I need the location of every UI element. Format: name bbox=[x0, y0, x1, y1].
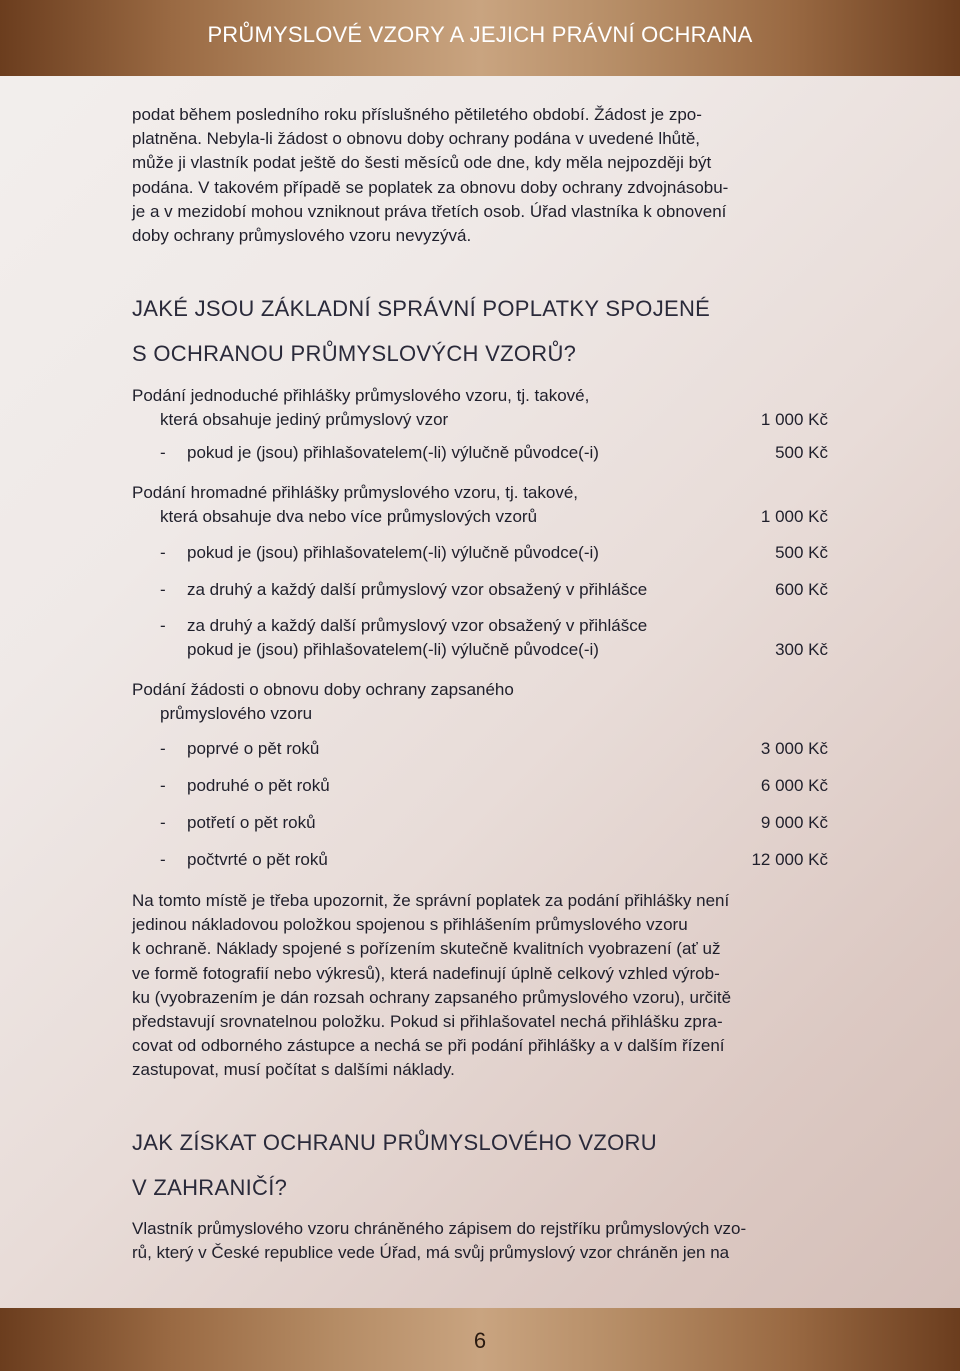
header-bar bbox=[0, 0, 960, 76]
section-heading-fees: JAKÉ JSOU ZÁKLADNÍ SPRÁVNÍ POPLATKY SPOJENÉ S OCHRANOU PRŮMYSLOVÝCH VZORŮ? bbox=[132, 296, 711, 366]
text-line: k ochraně. Náklady spojené s pořízením skutečně kvalitních vyobrazení (ať už bbox=[132, 939, 721, 959]
text-line: představují srovnatelnou položku. Pokud si přihlašovatel nechá přihlášku zpra- bbox=[132, 1012, 723, 1032]
text-line: Vlastník průmyslového vzoru chráněného zápisem do rejstříku průmyslových vzo- bbox=[132, 1219, 747, 1238]
fee-row: - za druhý a každý další průmyslový vzor obsažený v přihlášce pokud je (jsou) přihlašovatelem(-li) výlučně původce(-i) 300 Kč bbox=[132, 614, 828, 662]
text-line: ve formě fotografií nebo výkresů), která nadefinují úplně celkový vzhled výrob- bbox=[132, 963, 720, 983]
text-line: doby ochrany průmyslového vzoru nevyzývá. bbox=[132, 226, 472, 246]
text-line: může ji vlastník podat ještě do šesti měsíců ode dne, kdy měla nejpozději být bbox=[132, 153, 712, 173]
fee-row: - podruhé o pět roků 6 000 Kč bbox=[132, 774, 828, 798]
text-line: je a v mezidobí mohou vzniknout práva třetích osob. Úřad vlastníka k obnovení bbox=[132, 201, 727, 221]
fee-amount: 3 000 Kč bbox=[760, 739, 828, 758]
fee-amount: 300 Kč bbox=[775, 640, 828, 659]
fee-row: - potřetí o pět roků 9 000 Kč bbox=[132, 811, 828, 835]
text-line: Na tomto místě je třeba upozornit, že správní poplatek za podání přihlášky není bbox=[132, 891, 730, 910]
page-header-title: PRŮMYSLOVÉ VZORY A JEJICH PRÁVNÍ OCHRANA bbox=[207, 22, 753, 47]
fee-amount: 6 000 Kč bbox=[760, 776, 828, 795]
fee-amount: 500 Kč bbox=[775, 443, 828, 462]
text-line: covat od odborného zástupce a nechá se při podání přihlášky a v dalším řízení bbox=[132, 1036, 725, 1056]
fee-amount: 600 Kč bbox=[775, 580, 828, 599]
fee-amount: 500 Kč bbox=[775, 543, 828, 562]
abroad-paragraph bbox=[132, 1217, 828, 1265]
text-line: platněna. Nebyla-li žádost o obnovu doby ochrany podána v uvedené lhůtě, bbox=[132, 129, 701, 149]
fee-group-label: Podání žádosti o obnovu doby ochrany zapsaného průmyslového vzoru bbox=[132, 680, 514, 723]
fee-amount: 1 000 Kč bbox=[760, 507, 828, 526]
fee-row: Podání hromadné přihlášky průmyslového vzoru, tj. takové, která obsahuje dva nebo více průmyslových vzorů 1 000 Kč bbox=[132, 481, 828, 529]
section-heading-abroad: JAK ZÍSKAT OCHRANU PRŮMYSLOVÉHO VZORU V ZAHRANIČÍ? bbox=[132, 1130, 657, 1200]
fee-amount: 9 000 Kč bbox=[760, 813, 828, 832]
footer-bar bbox=[0, 1308, 960, 1371]
text-line: zastupovat, musí počítat s dalšími náklady. bbox=[132, 1060, 455, 1080]
fee-row: - počtvrté o pět roků 12 000 Kč bbox=[132, 848, 828, 872]
fee-row: - pokud je (jsou) přihlašovatelem(-li) výlučně původce(-i) 500 Kč bbox=[132, 441, 828, 465]
text-line: podána. V takovém případě se poplatek za obnovu doby ochrany zdvojnásobu- bbox=[132, 177, 729, 197]
fee-amount: 1 000 Kč bbox=[760, 410, 828, 429]
text-line: rů, který v České republice vede Úřad, má svůj průmyslový vzor chráněn jen na bbox=[132, 1243, 730, 1263]
text-line: jedinou nákladovou položkou spojenou s přihlášením průmyslového vzoru bbox=[132, 915, 688, 935]
fee-row: - za druhý a každý další průmyslový vzor obsažený v přihlášce 600 Kč bbox=[132, 578, 828, 602]
costs-note-paragraph bbox=[132, 889, 828, 1083]
fee-row: - poprvé o pět roků 3 000 Kč bbox=[132, 737, 828, 761]
fee-row: - pokud je (jsou) přihlašovatelem(-li) výlučně původce(-i) 500 Kč bbox=[132, 541, 828, 565]
fee-amount: 12 000 Kč bbox=[751, 850, 828, 869]
text-line: ku (vyobrazením je dán rozsah ochrany zapsaného průmyslového vzoru), určitě bbox=[132, 987, 732, 1007]
intro-paragraph bbox=[132, 103, 828, 248]
page-number: 6 bbox=[473, 1328, 487, 1353]
fee-row: Podání jednoduché přihlášky průmyslového vzoru, tj. takové, která obsahuje jediný průmyslový vzor 1 000 Kč bbox=[132, 384, 828, 432]
text-line: podat během posledního roku příslušného pětiletého období. Žádost je zpo- bbox=[132, 105, 702, 124]
